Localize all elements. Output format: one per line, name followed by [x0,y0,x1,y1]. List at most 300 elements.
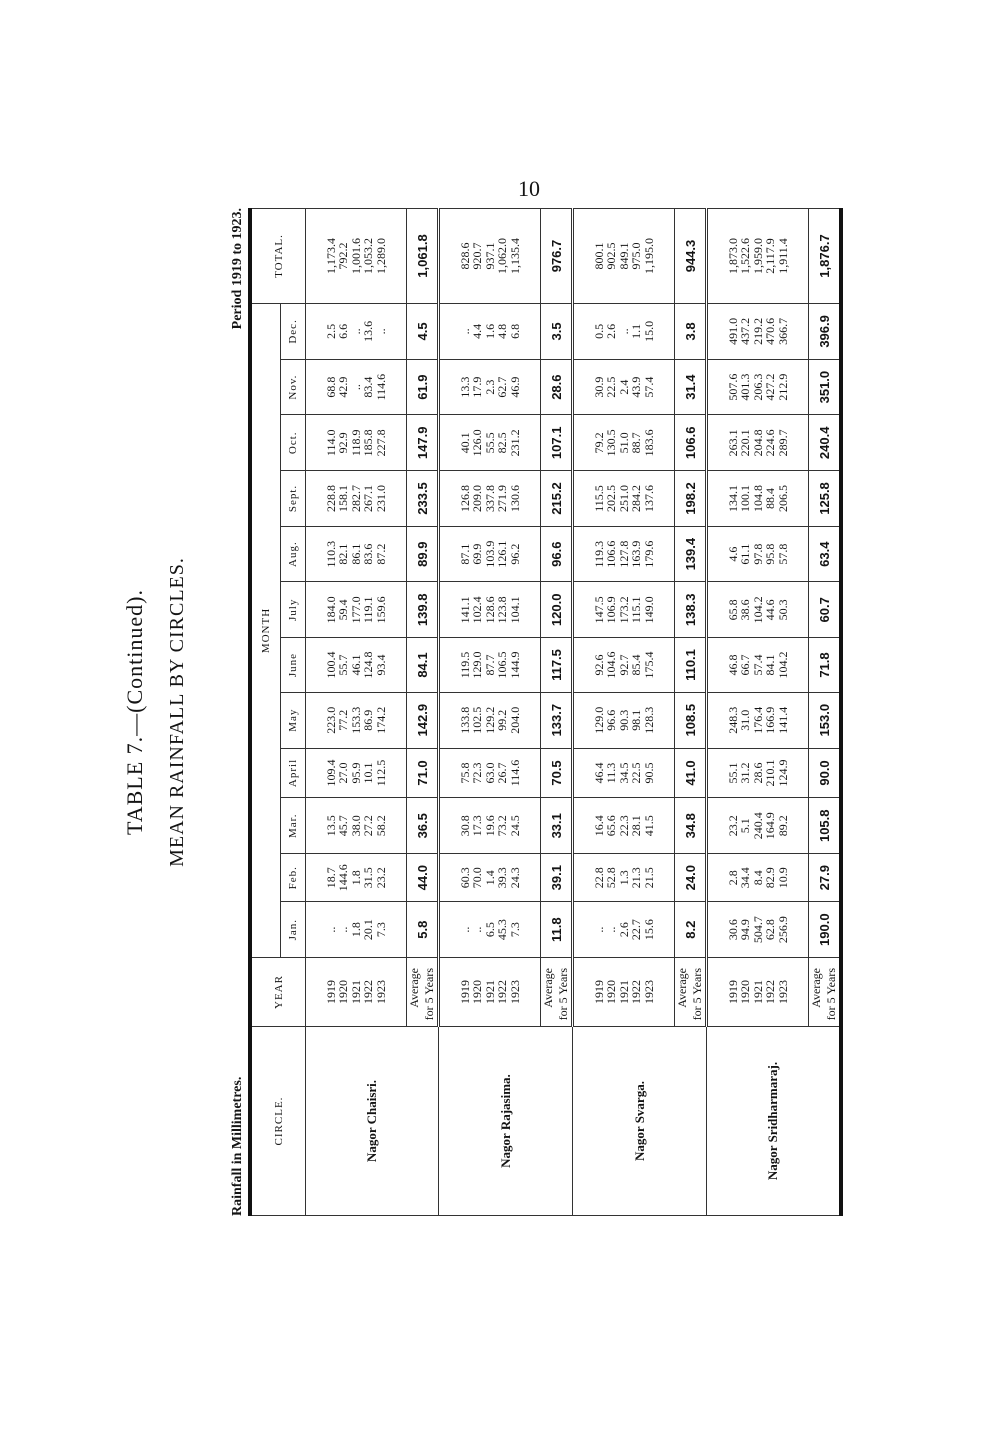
year-value: 1922 [495,980,510,1004]
rainfall-value: 42.9 [336,376,351,398]
total-value: 1,135.4 [507,238,522,274]
rainfall-value: .. [604,926,619,933]
rainfall-value: 63.0 [482,762,497,784]
total-value: 792.2 [336,242,351,270]
rainfall-value: 219.2 [750,317,765,345]
rainfall-value: 104.2 [750,596,765,624]
rainfall-value: 134.1 [725,484,740,512]
rainfall-value: 104.1 [507,596,522,624]
month-values [707,692,809,748]
average-value: 1,061.8 [407,209,439,304]
rainfall-value: 26.7 [495,762,510,784]
rainfall-value: 4.6 [725,546,740,562]
month-values [306,304,407,360]
rainfall-value: 504.7 [750,916,765,944]
month-values [439,692,541,748]
rainfall-value: 92.7 [616,654,631,676]
rainfall-value: 44.6 [763,599,778,621]
circle-name: Nagor Sridharmaraj. [707,1027,842,1216]
rainfall-value: 85.4 [629,654,644,676]
rainfall-value: 126.0 [470,429,485,457]
rainfall-value: 98.1 [629,709,644,731]
year-value: 1919 [591,980,606,1004]
year-value: 1922 [361,980,376,1004]
rainfall-value: 31.0 [738,709,753,731]
average-value: 215.2 [541,471,573,527]
rainfall-value: 209.0 [470,484,485,512]
rainfall-value: 104.6 [604,651,619,679]
rainfall-value: 204.0 [507,706,522,734]
total-value: 1,195.0 [641,238,656,274]
rainfall-value: 204.8 [750,429,765,457]
rainfall-value: 97.8 [750,543,765,565]
average-value: 1,876.7 [809,209,842,304]
rainfall-value: 271.9 [495,484,510,512]
rainfall-value: 58.2 [373,815,388,837]
rainfall-value: 22.5 [629,762,644,784]
month-values [439,304,541,360]
rainfall-value: 141.4 [775,706,790,734]
rainfall-value: 50.3 [775,599,790,621]
rainfall-value: 34.4 [738,867,753,889]
rainfall-value: 240.4 [750,812,765,840]
month-values [573,854,675,902]
average-value: 24.0 [675,854,707,902]
rainfall-value: 163.9 [629,540,644,568]
rainfall-value: 88.4 [763,487,778,509]
rainfall-value: 2.5 [323,323,338,339]
rainfall-value: 124.9 [775,759,790,787]
year-list [439,958,541,1027]
year-value: 1922 [763,980,778,1004]
rainfall-value: 95.8 [763,543,778,565]
rainfall-value: 82.5 [495,432,510,454]
rainfall-value: 92.6 [591,654,606,676]
rainfall-value: 45.3 [495,919,510,941]
rainfall-value: 21.3 [629,867,644,889]
rainfall-value: 30.8 [457,815,472,837]
average-value: 63.4 [809,526,842,582]
rainfall-value: 65.6 [604,815,619,837]
rainfall-value: 0.5 [591,323,606,339]
month-values [573,638,675,693]
month-header: Mar. [281,798,306,854]
rainfall-value: 4.4 [470,323,485,339]
rainfall-value: 55.7 [336,654,351,676]
rainfall-value: 289.7 [775,429,790,457]
average-value: 153.0 [809,692,842,748]
rainfall-value: 79.2 [591,432,606,454]
month-header: July [281,582,306,638]
rainfall-value: 114.6 [507,759,522,787]
total-value: 1,001.6 [348,238,363,274]
rainfall-value: 27.2 [361,815,376,837]
rainfall-value: 227.8 [373,429,388,457]
month-values [439,415,541,471]
rainfall-value: 185.8 [361,429,376,457]
table-title: TABLE 7.—(Continued). [122,589,147,835]
rainfall-value: 141.1 [457,596,472,624]
rainfall-value: 102.5 [470,706,485,734]
rainfall-value: 38.0 [348,815,363,837]
rainfall-value: 114.0 [323,429,338,457]
rainfall-value: 228.8 [323,484,338,512]
total-value: 1,062.0 [495,238,510,274]
rainfall-value: 175.4 [641,651,656,679]
month-header: April [281,748,306,798]
rainfall-value: 13.6 [361,320,376,342]
rainfall-value: 106.9 [604,596,619,624]
rainfall-value: 16.4 [591,815,606,837]
rainfall-value: 87.7 [482,654,497,676]
rainfall-value: 18.7 [323,867,338,889]
rainfall-value: 130.5 [604,429,619,457]
rainfall-value: 83.6 [361,543,376,565]
average-value: 96.6 [541,526,573,582]
rainfall-value: .. [348,384,363,391]
rainfall-value: .. [591,926,606,933]
month-values [573,902,675,958]
average-value: 147.9 [407,415,439,471]
rainfall-value: 206.3 [750,373,765,401]
rainfall-value: 115.1 [629,596,644,624]
year-value: 1923 [507,980,522,1004]
rainfall-value: 69.9 [470,543,485,565]
rainfall-value: 263.1 [725,429,740,457]
rainfall-value: 46.1 [348,654,363,676]
average-value: 117.5 [541,638,573,693]
rainfall-value: 7.3 [507,922,522,938]
average-value: 33.1 [541,798,573,854]
rainfall-value: 46.4 [591,762,606,784]
rainfall-value: 77.2 [336,709,351,731]
average-value: 71.8 [809,638,842,693]
total-value: 1,053.2 [361,238,376,274]
rainfall-value: 248.3 [725,706,740,734]
month-header: Nov. [281,359,306,415]
rainfall-value: 223.0 [323,706,338,734]
rainfall-value: 104.8 [750,484,765,512]
rainfall-value: 22.7 [629,919,644,941]
month-values [707,798,809,854]
month-values [573,304,675,360]
total-values [707,209,809,304]
rainfall-value: 210.1 [763,759,778,787]
rainfall-value: 13.5 [323,815,338,837]
rainfall-value: 28.1 [629,815,644,837]
rainfall-value: 267.1 [361,484,376,512]
rainfall-value: .. [616,328,631,335]
average-value: 31.4 [675,359,707,415]
rainfall-value: 2.3 [482,379,497,395]
circle-name: Nagor Rajasima. [439,1027,573,1216]
rainfall-value: 59.4 [336,599,351,621]
month-group-header: MONTH [250,304,281,958]
rainfall-value: 82.1 [336,543,351,565]
units-label: Rainfall in Millimetres. [230,1076,245,1216]
rainfall-value: 21.5 [641,867,656,889]
month-header: Aug. [281,526,306,582]
average-value: 28.6 [541,359,573,415]
year-list [306,958,407,1027]
month-values [306,692,407,748]
average-value: 142.9 [407,692,439,748]
year-value: 1921 [616,980,631,1004]
rainfall-value: 177.0 [348,596,363,624]
average-value: 233.5 [407,471,439,527]
rainfall-value: 282.7 [348,484,363,512]
month-values [439,748,541,798]
rotated-table-page [100,208,900,1216]
rainfall-value: 166.9 [763,706,778,734]
year-value: 1919 [725,980,740,1004]
average-value: 39.1 [541,854,573,902]
rainfall-value: 129.0 [470,651,485,679]
year-value: 1920 [738,980,753,1004]
rainfall-value: 337.8 [482,484,497,512]
rainfall-value: 30.9 [591,376,606,398]
rainfall-value: 100.1 [738,484,753,512]
year-value: 1919 [457,980,472,1004]
rainfall-value: 5.1 [738,818,753,834]
rainfall-value: 183.6 [641,429,656,457]
month-values [573,471,675,527]
total-value: 975.0 [629,242,644,270]
month-values [306,638,407,693]
rainfall-value: 118.9 [348,429,363,457]
average-value: 106.6 [675,415,707,471]
rainfall-value: 100.4 [323,651,338,679]
year-value: 1920 [336,980,351,1004]
month-values [439,582,541,638]
month-values [573,415,675,471]
rainfall-value: .. [348,328,363,335]
rainfall-value: 2.8 [725,870,740,886]
rainfall-value: 52.8 [604,867,619,889]
total-value: 1,173.4 [323,238,338,274]
rainfall-value: 38.6 [738,599,753,621]
month-values [707,471,809,527]
circle-block-row [573,209,675,1216]
rainfall-value: 87.2 [373,543,388,565]
rainfall-value: 127.8 [616,540,631,568]
rainfall-value: 179.6 [641,540,656,568]
rainfall-value: 224.6 [763,429,778,457]
average-label: Average for 5 Years [675,958,707,1027]
rainfall-value: 115.5 [591,485,606,512]
rainfall-value: 149.0 [641,596,656,624]
rainfall-value: 66.7 [738,654,753,676]
circle-block-row [306,209,407,1216]
total-value: 1,959.0 [750,238,765,274]
rainfall-value: 2.6 [604,323,619,339]
rainfall-value: 22.5 [604,376,619,398]
month-values [573,359,675,415]
year-value: 1922 [629,980,644,1004]
average-value: 198.2 [675,471,707,527]
rainfall-value: 119.3 [591,540,606,568]
year-value: 1921 [750,980,765,1004]
rainfall-value: 124.8 [361,651,376,679]
month-header: Oct. [281,415,306,471]
rainfall-value: 110.3 [323,540,338,568]
rainfall-table [248,208,843,1216]
rainfall-value: 128.6 [482,596,497,624]
rainfall-value: 57.4 [750,654,765,676]
month-header: Jan. [281,902,306,958]
total-value: 1,911.4 [775,238,790,274]
rainfall-value: 94.9 [738,919,753,941]
rainfall-value: 23.2 [725,815,740,837]
rainfall-value: 427.2 [763,373,778,401]
rainfall-value: 86.1 [348,543,363,565]
month-values [707,304,809,360]
rainfall-value: 2.4 [616,379,631,395]
rainfall-value: 61.1 [738,543,753,565]
rainfall-value: 104.2 [775,651,790,679]
average-value: 240.4 [809,415,842,471]
average-value: 4.5 [407,304,439,360]
rainfall-value: 62.8 [763,919,778,941]
total-values [439,209,541,304]
rainfall-value: 366.7 [775,317,790,345]
rainfall-value: 119.5 [457,651,472,679]
rainfall-value: 27.0 [336,762,351,784]
rainfall-value: 212.9 [775,373,790,401]
rainfall-value: 31.5 [361,867,376,889]
rainfall-value: 137.6 [641,484,656,512]
month-values [439,471,541,527]
rainfall-value: 2.6 [616,922,631,938]
month-values [573,692,675,748]
rainfall-value: 88.7 [629,432,644,454]
month-header: Feb. [281,854,306,902]
rainfall-value: 57.4 [641,376,656,398]
month-values [707,526,809,582]
rainfall-value: 176.4 [750,706,765,734]
month-values [707,415,809,471]
rainfall-value: .. [373,328,388,335]
rainfall-value: 13.3 [457,376,472,398]
average-value: 125.8 [809,471,842,527]
rainfall-value: 129.2 [482,706,497,734]
rainfall-value: 30.6 [725,919,740,941]
average-value: 3.5 [541,304,573,360]
rainfall-value: 129.0 [591,706,606,734]
average-value: 976.7 [541,209,573,304]
rainfall-value: 73.2 [495,815,510,837]
rainfall-value: 57.8 [775,543,790,565]
average-value: 41.0 [675,748,707,798]
rainfall-value: 1.1 [629,323,644,339]
rainfall-value: 1.4 [482,870,497,886]
rainfall-value: 99.2 [495,709,510,731]
page-number: 10 [518,176,540,201]
rainfall-value: 130.6 [507,484,522,512]
average-value: 133.7 [541,692,573,748]
rainfall-value: 119.1 [361,596,376,624]
rainfall-value: 90.3 [616,709,631,731]
month-values [707,638,809,693]
rainfall-value: 22.3 [616,815,631,837]
rainfall-value: 159.6 [373,596,388,624]
rainfall-value: 106.6 [604,540,619,568]
month-header: June [281,638,306,693]
total-value: 902.5 [604,242,619,270]
rainfall-value: 507.6 [725,373,740,401]
circle-name: Nagor Svarga. [573,1027,707,1216]
total-values [306,209,407,304]
total-value: 1,289.0 [373,238,388,274]
rainfall-value: 158.1 [336,484,351,512]
month-values [306,582,407,638]
rainfall-value: 1.3 [616,870,631,886]
average-value: 90.0 [809,748,842,798]
average-value: 71.0 [407,748,439,798]
average-value: 3.8 [675,304,707,360]
rainfall-value: .. [470,926,485,933]
rainfall-value: 55.5 [482,432,497,454]
rainfall-value: 62.7 [495,376,510,398]
month-values [573,798,675,854]
rainfall-value: 109.4 [323,759,338,787]
circle-block-row [439,209,541,1216]
year-value: 1921 [348,980,363,1004]
total-value: 1,522.6 [738,238,753,274]
rainfall-value: 75.8 [457,762,472,784]
rainfall-value: 55.1 [725,762,740,784]
average-value: 944.3 [675,209,707,304]
month-values [306,526,407,582]
rainfall-value: 6.5 [482,922,497,938]
rainfall-value: 19.6 [482,815,497,837]
rainfall-value: 4.8 [495,323,510,339]
month-values [306,359,407,415]
rainfall-value: 20.1 [361,919,376,941]
year-value: 1923 [641,980,656,1004]
rainfall-value: 96.6 [604,709,619,731]
year-list [573,958,675,1027]
rainfall-value: 96.2 [507,543,522,565]
month-values [439,638,541,693]
rainfall-value: .. [457,328,472,335]
average-value: 5.8 [407,902,439,958]
rainfall-value: 86.9 [361,709,376,731]
average-value: 89.9 [407,526,439,582]
rainfall-value: .. [457,926,472,933]
rainfall-value: 43.9 [629,376,644,398]
rainfall-value: 60.3 [457,867,472,889]
period-label: Period 1919 to 1923. [230,208,245,330]
rainfall-value: .. [336,926,351,933]
rainfall-value: 133.8 [457,706,472,734]
month-values [306,748,407,798]
average-value: 8.2 [675,902,707,958]
month-values [439,854,541,902]
month-values [306,415,407,471]
rainfall-value: 34.5 [616,762,631,784]
rainfall-value: 24.5 [507,815,522,837]
year-value: 1919 [323,980,338,1004]
average-label: Average for 5 Years [407,958,439,1027]
average-value: 120.0 [541,582,573,638]
month-values [573,748,675,798]
rainfall-value: 39.3 [495,867,510,889]
year-value: 1920 [604,980,619,1004]
rainfall-value: 102.4 [470,596,485,624]
month-values [707,854,809,902]
rainfall-value: 144.9 [507,651,522,679]
